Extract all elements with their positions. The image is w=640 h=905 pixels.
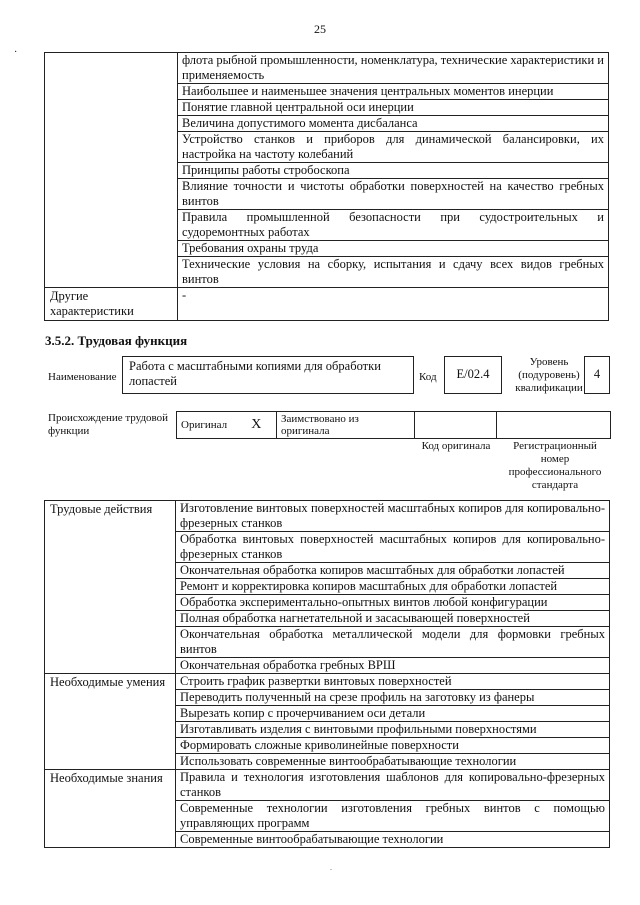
borrowed-label: Заимствовано из оригинала <box>277 412 415 439</box>
function-name: Работа с масштабными копиями для обработки лопастей <box>122 356 414 394</box>
action-row: Обработка винтовых поверхностей масштабных копиров для копировально-фрезерных станков <box>176 532 610 563</box>
scan-speck: · <box>14 47 18 58</box>
action-row: Изготовление винтовых поверхностей масштабных копиров для копировально-фрезерных станков <box>176 501 610 532</box>
skill-row: Строить график развертки винтовых поверхностей <box>176 674 610 690</box>
reg-number-caption: Регистрационный номер профессионального стандарта <box>508 440 602 491</box>
table-row: Наибольшее и наименьшее значения центральных моментов инерции <box>178 84 609 100</box>
action-row: Окончательная обработка гребных ВРШ <box>176 658 610 674</box>
original-mark: X <box>237 412 277 439</box>
knowledge-row: Правила и технология изготовления шаблонов для копировально-фрезерных станков <box>176 770 610 801</box>
empty-label-cell <box>45 53 178 288</box>
knowledge-label: Необходимые знания <box>45 770 176 848</box>
original-label: Оригинал <box>177 412 237 439</box>
section-title: 3.5.2. Трудовая функция <box>45 333 188 348</box>
table-row: флота рыбной промышленности, номенклатура, технические характеристики и применяемость <box>178 53 609 84</box>
actions-label: Трудовые действия <box>45 501 176 674</box>
level-label: Уровень (подуровень) квалификации <box>515 356 583 394</box>
continued-knowledge-table <box>44 52 609 321</box>
table-row: Требования охраны труда <box>178 241 609 257</box>
table-row: Технические условия на сборку, испытания и сдачу всех видов гребных винтов <box>178 257 609 288</box>
table-row: Принципы работы стробоскопа <box>178 163 609 179</box>
page-number: 25 <box>314 22 326 36</box>
table-row: Влияние точности и чистоты обработки поверхностей на качество гребных винтов <box>178 179 609 210</box>
origin-table <box>176 411 611 439</box>
function-header <box>44 356 610 398</box>
table-row: Правила промышленной безопасности при судостроительных и судоремонтных работах <box>178 210 609 241</box>
origin-label: Происхождение трудовой функции <box>48 412 169 437</box>
skill-row: Использовать современные винтообрабатывающие технологии <box>176 754 610 770</box>
skill-row: Формировать сложные криволинейные поверхности <box>176 738 610 754</box>
function-details-table <box>44 500 610 848</box>
action-row: Окончательная обработка металлической модели для формовки гребных винтов <box>176 627 610 658</box>
footer-mark: . <box>330 863 332 872</box>
table-row: Величина допустимого момента дисбаланса <box>178 116 609 132</box>
other-characteristics-value: - <box>178 288 609 321</box>
function-code: E/02.4 <box>444 356 502 394</box>
other-characteristics-label: Другие характеристики <box>45 288 178 321</box>
code-label: Код <box>419 371 437 383</box>
action-row: Обработка экспериментально-опытных винтов любой конфигурации <box>176 595 610 611</box>
knowledge-row: Современные технологии изготовления гребных винтов с помощью управляющих программ <box>176 801 610 832</box>
name-label: Наименование <box>48 371 117 383</box>
skills-label: Необходимые умения <box>45 674 176 770</box>
reg-number-cell <box>497 412 611 439</box>
code-original-caption: Код оригинала <box>421 440 491 452</box>
table-row: Устройство станков и приборов для динамической балансировки, их настройка на частоту колебаний <box>178 132 609 163</box>
table-row: Понятие главной центральной оси инерции <box>178 100 609 116</box>
action-row: Полная обработка нагнетательной и засасывающей поверхностей <box>176 611 610 627</box>
skill-row: Изготавливать изделия с винтовыми профильными поверхностями <box>176 722 610 738</box>
action-row: Ремонт и корректировка копиров масштабных для обработки лопастей <box>176 579 610 595</box>
code-original-cell <box>415 412 497 439</box>
knowledge-row: Современные винтообрабатывающие технологии <box>176 832 610 848</box>
action-row: Окончательная обработка копиров масштабных для обработки лопастей <box>176 563 610 579</box>
skill-row: Вырезать копир с прочерчиванием оси детали <box>176 706 610 722</box>
level-value: 4 <box>584 356 610 394</box>
skill-row: Переводить полученный на срезе профиль на заготовку из фанеры <box>176 690 610 706</box>
